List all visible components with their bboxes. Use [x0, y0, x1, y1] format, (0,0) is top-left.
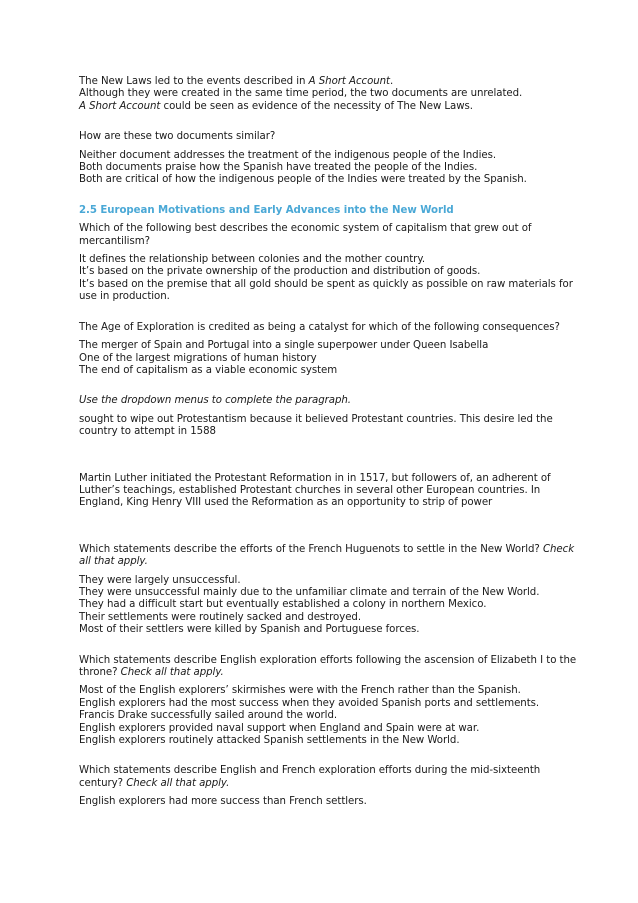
answer-option: English explorers routinely attacked Spanish settlements in the New World.: [79, 735, 460, 747]
answer-option: Both are critical of how the indigenous people of the Indies were treated by the Spanish.: [79, 174, 527, 186]
question-text: [79, 667, 559, 679]
answer-option: Their settlements were routinely sacked and destroyed.: [79, 611, 362, 623]
answer-option: One of the largest migrations of human history: [79, 352, 317, 364]
answer-list-midcentury: [79, 796, 559, 808]
answer-list-exploration: [79, 340, 559, 377]
answer-option: They were largely unsuccessful.: [79, 574, 241, 586]
answer-option: Neither document addresses the treatment of the indigenous people of the Indies.: [79, 149, 497, 161]
answer-list-capitalism: [79, 254, 573, 304]
question-text: Which statements describe English and French exploration efforts during the mid-sixteenth: [79, 765, 541, 777]
answer-list-huguenots: [79, 575, 559, 637]
question-text: [79, 543, 575, 556]
paragraph-line: England, King Henry VIII used the Reformation as an opportunity to strip of power: [79, 497, 493, 509]
answer-option: Both documents praise how the Spanish have treated the people of the Indies.: [79, 162, 478, 174]
question-text-check: Check: [542, 543, 575, 555]
question-text: How are these two documents similar?: [79, 131, 276, 143]
question-text: mercantilism?: [79, 235, 150, 247]
question-text-check: Check all that apply.: [126, 777, 230, 789]
question-text: The Age of Exploration is credited as being a catalyst for which of the following consequences?: [79, 321, 560, 333]
intro-line-1-title: A Short Account: [308, 76, 391, 87]
answer-option: It’s based on the premise that all gold should be spent as quickly as possible on raw materials for: [79, 278, 573, 290]
intro-options: [79, 76, 559, 113]
answer-option: It’s based on the private ownership of the production and distribution of goods.: [79, 266, 481, 278]
paragraph-line: Luther’s teachings, established Protestant churches in several other European countries. In: [79, 484, 541, 496]
intro-line-3-title: A Short Account: [79, 100, 161, 112]
question-text-main: throne?: [79, 667, 121, 678]
answer-option: They had a difficult start but eventually established a colony in northern Mexico.: [79, 599, 487, 611]
question-text: [79, 778, 559, 790]
answer-option: English explorers had more success than French settlers.: [79, 796, 367, 808]
document-page: [79, 76, 577, 809]
section-heading: 2.5 European Motivations and Early Advances into the New World: [79, 204, 454, 216]
instruction-text: Use the dropdown menus to complete the paragraph.: [79, 395, 351, 407]
intro-line-3: [79, 101, 559, 113]
intro-line-3-text: could be seen as evidence of the necessity of The New Laws.: [160, 100, 473, 112]
question-text: Which statements describe English exploration efforts following the ascension of Elizabeth I to the: [79, 654, 577, 666]
intro-line-1: [79, 76, 559, 88]
answer-option: use in production.: [79, 291, 170, 303]
answer-option: Most of their settlers were killed by Spanish and Portuguese forces.: [79, 624, 420, 636]
answer-option: The end of capitalism as a viable economic system: [79, 364, 338, 376]
dropdown-instruction: [79, 395, 559, 407]
answer-option: It defines the relationship between colonies and the mother country.: [79, 254, 426, 266]
question-text-main: Which statements describe the efforts of the French Huguenots to settle in the New World?: [79, 543, 543, 555]
question-text: Which of the following best describes the economic system of capitalism that grew out of: [79, 223, 532, 235]
paragraph-line: sought to wipe out Protestantism because it believed Protestant countries. This desire led the: [79, 413, 553, 425]
answer-list-elizabeth: [79, 685, 559, 747]
question-elizabeth: [79, 654, 577, 680]
answer-option: Francis Drake successfully sailed around the world.: [79, 710, 338, 722]
question-text-main: century?: [79, 777, 127, 789]
intro-line-2: Although they were created in the same time period, the two documents are unrelated.: [79, 88, 523, 100]
question-text-apply: all that apply.: [79, 556, 148, 568]
answer-list-similar: [79, 150, 559, 187]
dropdown-paragraph: [79, 414, 559, 439]
question-capitalism: [79, 223, 559, 248]
intro-line-1-text: The New Laws led to the events described in: [79, 76, 309, 87]
paragraph-line: country to attempt in 1588: [79, 426, 216, 438]
answer-option: English explorers had the most success when they avoided Spanish ports and settlements.: [79, 697, 540, 709]
intro-line-1-end: .: [390, 76, 394, 87]
question-similar: [79, 131, 559, 143]
question-midcentury: [79, 765, 559, 790]
answer-option: The merger of Spain and Portugal into a single superpower under Queen Isabella: [79, 340, 489, 352]
answer-option: English explorers provided naval support when England and Spain were at war.: [79, 722, 480, 734]
question-text-check: Check all that apply.: [120, 667, 224, 678]
answer-option: They were unsuccessful mainly due to the unfamiliar climate and terrain of the New World.: [79, 586, 540, 598]
question-huguenots: [79, 543, 575, 569]
paragraph-line: Martin Luther initiated the Protestant Reformation in in 1517, but followers of, an adherent of: [79, 472, 551, 484]
question-exploration: [79, 322, 559, 334]
answer-option: Most of the English explorers’ skirmishes were with the French rather than the Spanish.: [79, 685, 521, 697]
luther-paragraph: [79, 473, 559, 510]
